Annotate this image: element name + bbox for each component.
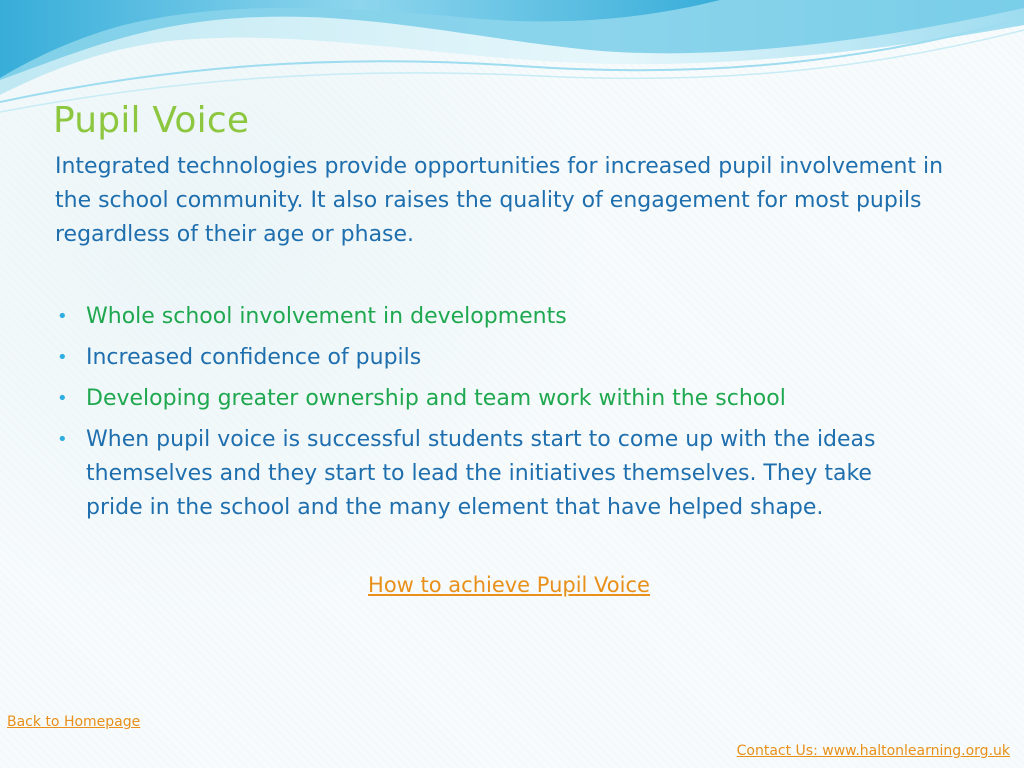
bullet-item-2 <box>55 341 935 375</box>
contact-us-link[interactable]: Contact Us: www.haltonlearning.org.uk <box>736 743 1010 759</box>
bullet-item-1 <box>55 300 935 334</box>
bullet-icon: • <box>57 347 68 368</box>
bullet-item-4 <box>55 423 935 525</box>
slide-title: Pupil Voice <box>53 100 250 141</box>
how-to-achieve-link[interactable]: How to achieve Pupil Voice <box>368 573 650 597</box>
bullet-item-3 <box>55 382 935 416</box>
bullet-icon: • <box>57 429 68 450</box>
intro-paragraph: Integrated technologies provide opportunities for increased pupil involvement in the school community. It also raises the quality of engagement for most pupils regardless of their age or phase. <box>55 154 944 247</box>
bullet-text: Developing greater ownership and team work within the school <box>86 386 786 411</box>
bullet-list <box>55 300 935 532</box>
bullet-icon: • <box>57 306 68 327</box>
bullet-icon: • <box>57 388 68 409</box>
bullet-text: Whole school involvement in developments <box>86 304 567 329</box>
bullet-text: When pupil voice is successful students start to come up with the ideas themselves and they start to lead the initiatives themselves. They take pride in the school and the many element that have helped shape. <box>86 427 876 520</box>
bullet-text: Increased confidence of pupils <box>86 345 422 370</box>
back-to-homepage-link[interactable]: Back to Homepage <box>7 714 141 730</box>
